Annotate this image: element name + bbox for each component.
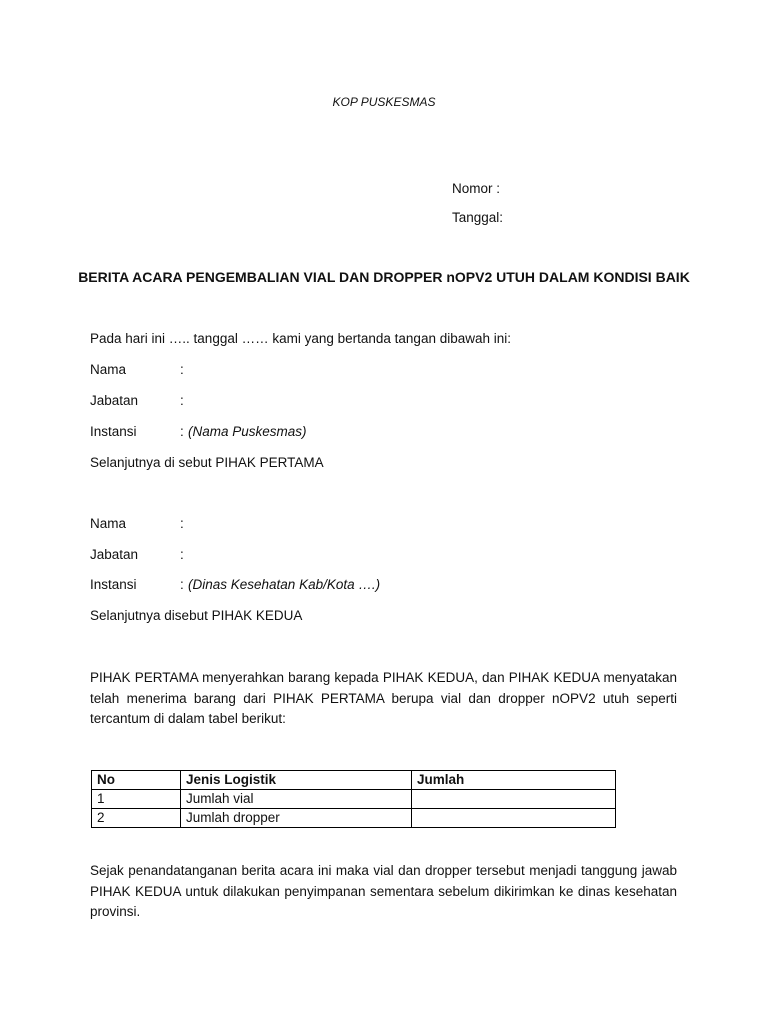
pihak-kedua-closing: Selanjutnya disebut PIHAK KEDUA (90, 608, 303, 623)
kop-header: KOP PUSKESMAS (332, 95, 436, 109)
pihak-pertama-jabatan-label: Jabatan (90, 393, 139, 408)
header-jumlah: Jumlah (412, 771, 616, 790)
table-cell-no: 1 (92, 790, 181, 809)
paragraph-serah-terima: PIHAK PERTAMA menyerahkan barang kepada PIHAK KEDUA, dan PIHAK KEDUA menyatakan telah menerima barang dari PIHAK PERTAMA berupa vial dan dropper nOPV2 utuh seperti tercantum di dalam tabel berikut: (90, 670, 677, 726)
pihak-pertama-jabatan-colon: : (180, 393, 184, 408)
pihak-pertama-instansi-label: Instansi (90, 424, 137, 439)
table-cell-jumlah (412, 790, 616, 809)
pihak-kedua-instansi-colon: : (180, 577, 184, 592)
pihak-kedua-nama-colon: : (180, 516, 184, 531)
pihak-pertama-nama-colon: : (180, 362, 184, 377)
document-title: BERITA ACARA PENGEMBALIAN VIAL DAN DROPPER nOPV2 UTUH DALAM KONDISI BAIK (78, 269, 690, 285)
pihak-kedua-jabatan-label: Jabatan (90, 547, 139, 562)
table-header-row (92, 771, 616, 790)
pihak-pertama-closing: Selanjutnya di sebut PIHAK PERTAMA (90, 455, 324, 470)
tanggal-label: Tanggal: (452, 210, 504, 225)
table-row (92, 809, 616, 828)
pihak-pertama-instansi-colon: : (180, 424, 184, 439)
table-cell-jenis: Jumlah vial (181, 790, 412, 809)
pihak-kedua-jabatan-colon: : (180, 547, 184, 562)
pihak-kedua-instansi-label: Instansi (90, 577, 137, 592)
pihak-kedua-nama-label: Nama (90, 516, 127, 531)
nomor-label: Nomor : (452, 181, 501, 196)
paragraph-penutup: Sejak penandatanganan berita acara ini maka vial dan dropper tersebut menjadi tanggung jawab PIHAK KEDUA untuk dilakukan penyimpanan sementara sebelum dikirimkan ke dinas kesehatan provinsi. (90, 863, 677, 919)
intro-text: Pada hari ini ….. tanggal …… kami yang bertanda tangan dibawah ini: (90, 331, 512, 346)
header-jenis-logistik: Jenis Logistik (181, 771, 412, 790)
pihak-pertama-instansi-value: (Nama Puskesmas) (188, 424, 307, 439)
table-row (92, 790, 616, 809)
pihak-kedua-instansi-value: (Dinas Kesehatan Kab/Kota ….) (188, 577, 381, 592)
logistics-table (91, 770, 616, 828)
table-cell-jumlah (412, 809, 616, 828)
header-no: No (92, 771, 181, 790)
table-cell-jenis: Jumlah dropper (181, 809, 412, 828)
pihak-pertama-nama-label: Nama (90, 362, 127, 377)
table-cell-no: 2 (92, 809, 181, 828)
